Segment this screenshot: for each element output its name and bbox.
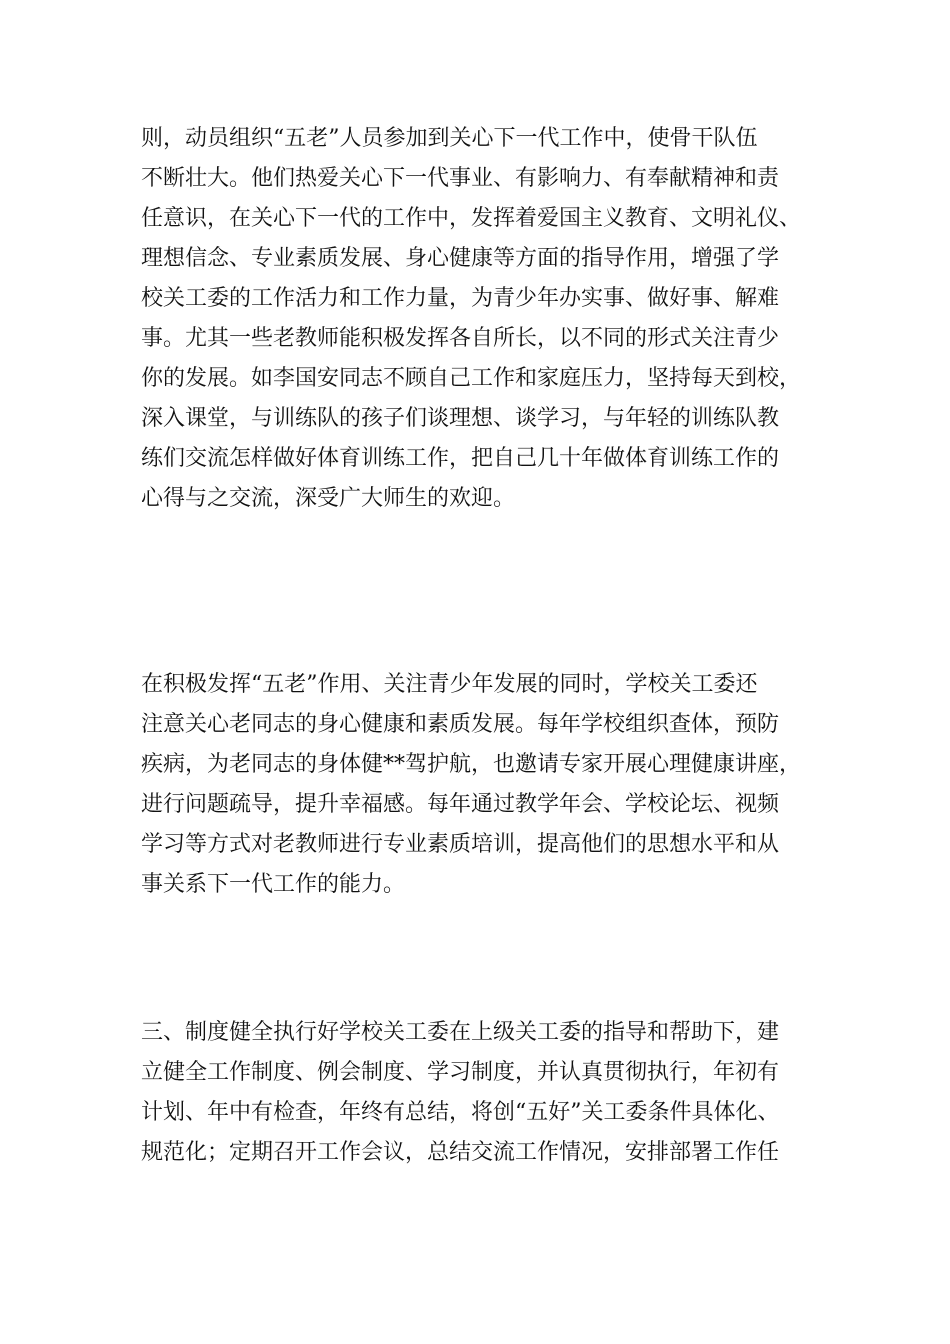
text-line: 事。尤其一些老教师能积极发挥各自所长，以不同的形式关注青少: [141, 326, 780, 351]
paragraph-3: [141, 1013, 813, 1173]
text-line: 练们交流怎样做好体育训练工作，把自己几十年做体育训练工作的: [141, 446, 780, 471]
paragraph-2: [141, 665, 813, 905]
text-line: 进行问题疏导，提升幸福感。每年通过教学年会、学校论坛、视频: [141, 792, 780, 817]
paragraph-1: [141, 119, 813, 519]
text-line: 心得与之交流，深受广大师生的欢迎。: [141, 486, 516, 511]
text-line: 则，动员组织“五老”人员参加到关心下一代工作中，使骨干队伍: [141, 126, 758, 151]
text-line: 注意关心老同志的身心健康和素质发展。每年学校组织查体，预防: [141, 712, 780, 737]
text-line: 立健全工作制度、例会制度、学习制度，并认真贯彻执行，年初有: [141, 1060, 780, 1085]
text-line: 不断壮大。他们热爱关心下一代事业、有影响力、有奉献精神和责: [141, 166, 780, 191]
text-line: 深入课堂，与训练队的孩子们谈理想、谈学习，与年轻的训练队教: [141, 406, 780, 431]
text-line: 三、制度健全执行好学校关工委在上级关工委的指导和帮助下，建: [141, 1020, 780, 1045]
text-line: 规范化；定期召开工作会议，总结交流工作情况，安排部署工作任: [141, 1140, 780, 1165]
text-line: 校关工委的工作活力和工作力量，为青少年办实事、做好事、解难: [141, 286, 780, 311]
text-line: 疾病，为老同志的身体健**驾护航，也邀请专家开展心理健康讲座，: [141, 752, 802, 777]
text-line: 理想信念、专业素质发展、身心健康等方面的指导作用，增强了学: [141, 246, 780, 271]
text-line: 学习等方式对老教师进行专业素质培训，提高他们的思想水平和从: [141, 832, 780, 857]
text-line: 事关系下一代工作的能力。: [141, 872, 406, 897]
text-line: 在积极发挥“五老”作用、关注青少年发展的同时，学校关工委还: [141, 672, 758, 697]
text-line: 你的发展。如李国安同志不顾自己工作和家庭压力，坚持每天到校，: [141, 366, 802, 391]
text-line: 计划、年中有检查，年终有总结，将创“五好”关工委条件具体化、: [141, 1100, 780, 1125]
text-line: 任意识，在关心下一代的工作中，发挥着爱国主义教育、文明礼仪、: [141, 206, 802, 231]
